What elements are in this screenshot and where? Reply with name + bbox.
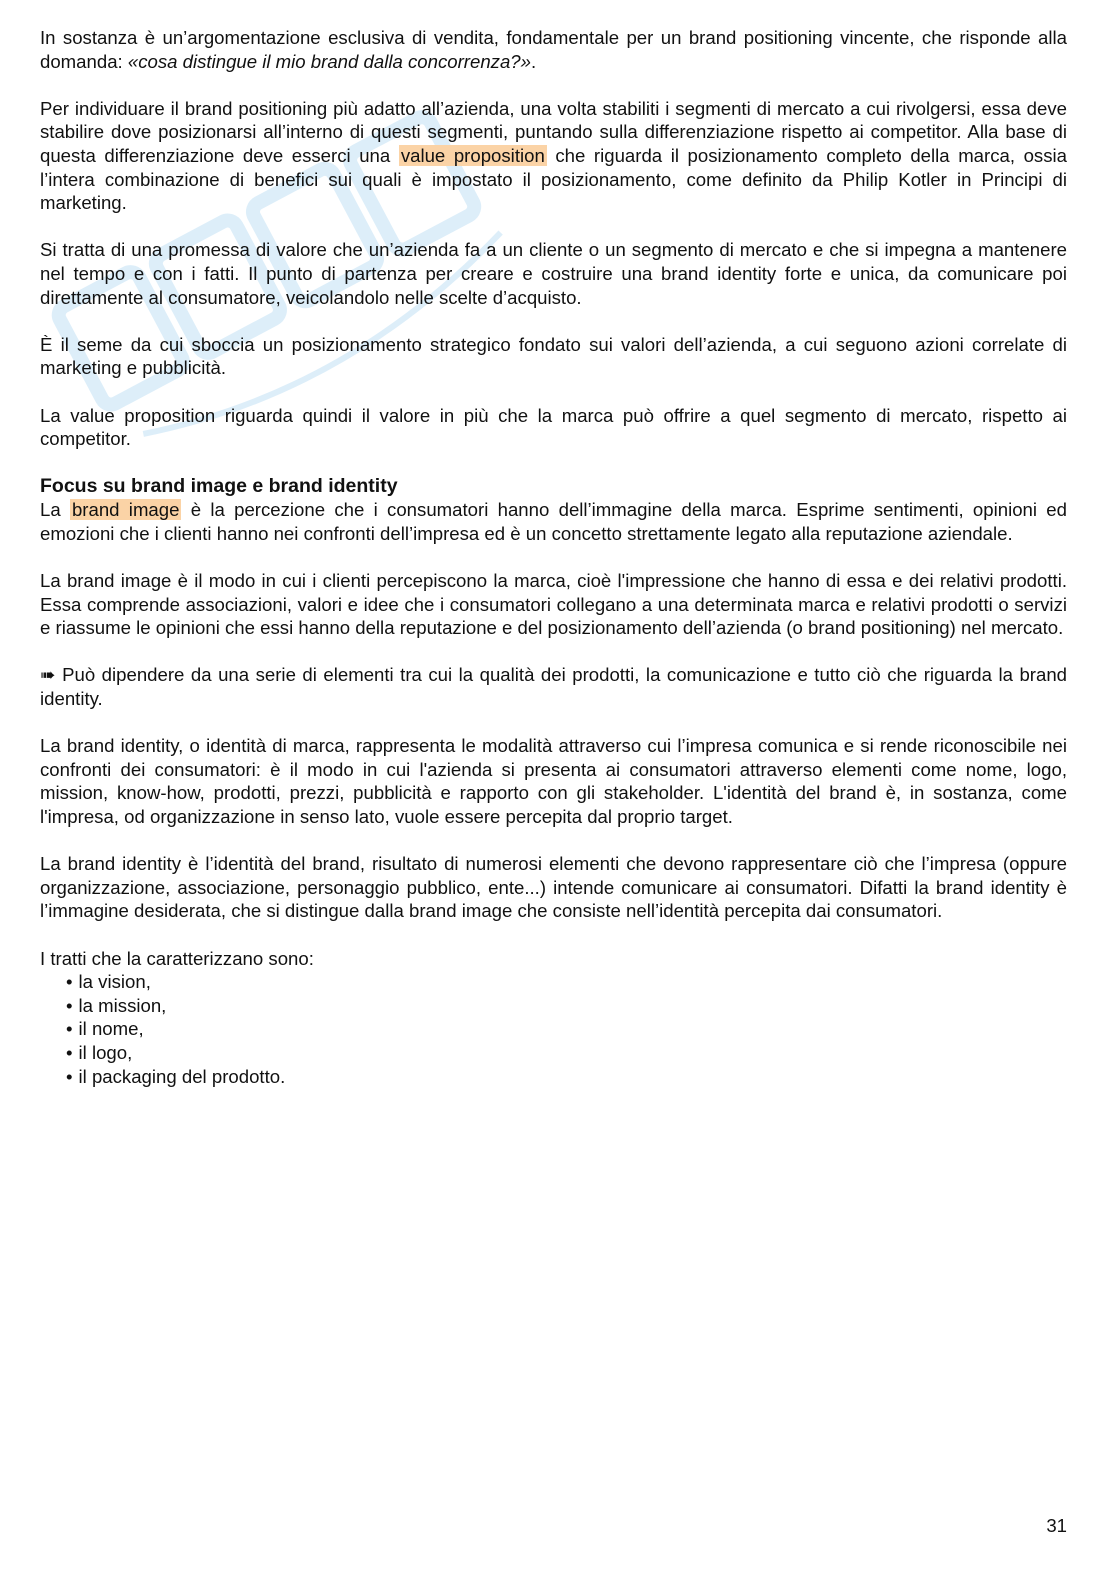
paragraph-promise: Si tratta di una promessa di valore che un’azienda fa a un cliente o un segmento di mercato e che si impegna a mantenere nel tempo e con i fatti. Il punto di partenza per creare e costruire una brand identity forte e unica, da comunicare poi direttamente al consumatore, veicolandolo nelle scelte d’acquisto. bbox=[40, 239, 1067, 308]
paragraph-usp: In sostanza è un’argomentazione esclusiva di vendita, fondamentale per un brand positioning vincente, che risponde alla domanda: «cosa distingue il mio brand dalla concorrenza?». bbox=[40, 27, 1067, 72]
list-item: • la mission, bbox=[66, 994, 1067, 1018]
traits-list bbox=[40, 970, 1067, 1088]
paragraph-brand-positioning: Per individuare il brand positioning più adatto all’azienda, una volta stabiliti i segmenti di mercato a cui rivolgersi, essa deve stabilire dove posizionarsi all’interno di questi segmenti, puntando sulla differenziazione rispetto ai competitor. Alla base di questa differenziazione deve esserci una value proposition che riguarda il posizionamento completo della marca, ossia l’intera combinazione di benefici sui quali è impostato il posizionamento, come definito da Philip Kotler in Principi di marketing. bbox=[40, 97, 1067, 214]
highlight-value-proposition: value proposition bbox=[400, 144, 545, 166]
section-heading: Focus su brand image e brand identity bbox=[40, 475, 398, 498]
highlight-brand-image: brand image bbox=[71, 499, 180, 521]
paragraph-value-proposition: La value proposition riguarda quindi il valore in più che la marca può offrire a quel segmento di mercato, rispetto ai competitor. bbox=[40, 404, 1067, 450]
question-quote: «cosa distingue il mio brand dalla concorrenza?» bbox=[127, 50, 531, 72]
document-page bbox=[40, 26, 1067, 1088]
paragraph-brand-image: La brand image è il modo in cui i clienti percepiscono la marca, cioè l'impressione che hanno di essa e dei relativi prodotti. Essa comprende associazioni, valori e idee che i consumatori collegano a una determinata marca e relativi prodotti o servizi e riassume le opinioni che essi hanno della reputazione e del posizionamento dell’azienda (o brand positioning) nel mercato. bbox=[40, 570, 1067, 639]
paragraph-brand-image-intro: La brand image è la percezione che i consumatori hanno dell’immagine della marca. Esprime sentimenti, opinioni ed emozioni che i clienti hanno nei confronti dell’impresa ed è un concetto strettamente legato alla reputazione aziendale. bbox=[40, 499, 1067, 544]
paragraph-brand-identity-2: La brand identity è l’identità del brand, risultato di numerosi elementi che devono rappresentare ciò che l’impresa (oppure organizzazione, associazione, personaggio pubblico, ente...) intende comunicare ai consumatori. Difatti la brand identity è l’immagine desiderata, che si distingue dalla brand image che consiste nell’identità percepita dai consumatori. bbox=[40, 853, 1067, 922]
list-item: • il packaging del prodotto. bbox=[66, 1065, 1067, 1089]
paragraph-seed: È il seme da cui sboccia un posizionamento strategico fondato sui valori dell’azienda, a cui seguono azioni correlate di marketing e pubblicità. bbox=[40, 333, 1067, 379]
paragraph-depends: ➠ Può dipendere da una serie di elementi tra cui la qualità dei prodotti, la comunicazione e tutto ciò che riguarda la brand identity. bbox=[40, 664, 1067, 710]
page-number: 31 bbox=[1046, 1515, 1067, 1536]
list-item: • la vision, bbox=[66, 970, 1067, 994]
paragraph-brand-identity: La brand identity, o identità di marca, rappresenta le modalità attraverso cui l’impresa comunica e si rende riconoscibile nei confronti dei consumatori: è il modo in cui l'azienda si presenta ai consumatori attraverso elementi come nome, logo, mission, know-how, prodotti, prezzi, pubblicità e rapporto con gli stakeholder. L'identità del brand è, in sostanza, come l'impresa, od organizzazione in senso lato, vuole essere percepita dal proprio target. bbox=[40, 735, 1067, 827]
list-intro: I tratti che la caratterizzano sono: bbox=[40, 947, 314, 969]
list-item: • il nome, bbox=[66, 1017, 1067, 1041]
list-item: • il logo, bbox=[66, 1041, 1067, 1065]
